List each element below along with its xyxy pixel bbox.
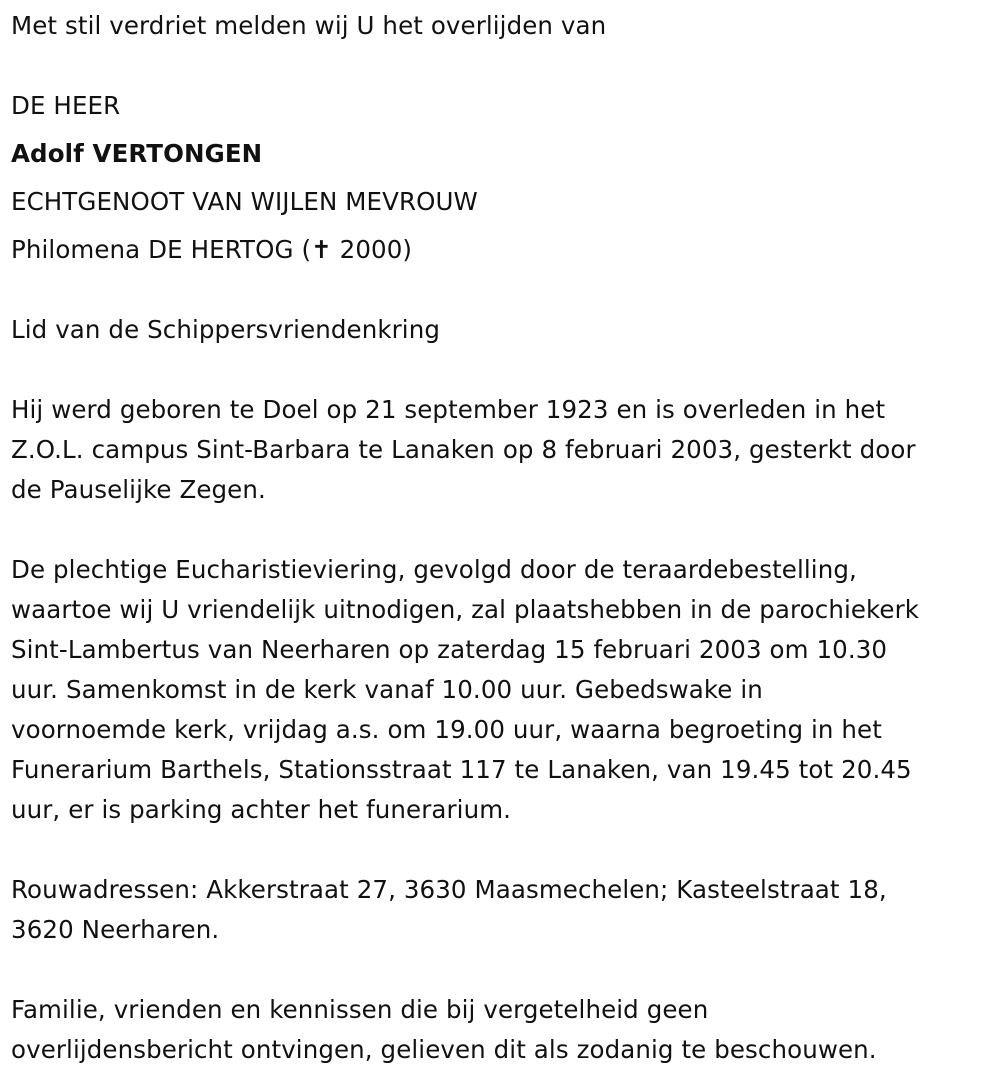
closing-line: Familie, vrienden en kennissen die bij vergetelheid geen (11, 995, 709, 1024)
address-line: Rouwadressen: Akkerstraat 27, 3630 Maasmechelen; Kasteelstraat 18, (11, 875, 887, 904)
birth-death-line: Z.O.L. campus Sint-Barbara te Lanaken op 8 februari 2003, gesterkt door (11, 435, 916, 464)
relation-text: ECHTGENOOT VAN WIJLEN MEVROUW (11, 187, 478, 216)
deceased-name: Adolf VERTONGEN (11, 139, 263, 168)
ceremony-line: Funerarium Barthels, Stationsstraat 117 te Lanaken, van 19.45 tot 20.45 (11, 755, 912, 784)
intro-text: Met stil verdriet melden wij U het overlijden van (11, 11, 607, 40)
ceremony-line: Sint-Lambertus van Neerharen op zaterdag 15 februari 2003 om 10.30 (11, 635, 888, 664)
membership-text: Lid van de Schippersvriendenkring (11, 315, 440, 344)
honorific: DE HEER (11, 91, 121, 120)
birth-death-line: de Pauselijke Zegen. (11, 475, 266, 504)
ceremony-line: uur. Samenkomst in de kerk vanaf 10.00 uur. Gebedswake in (11, 675, 763, 704)
spouse-name: Philomena DE HERTOG (✝ 2000) (11, 235, 413, 264)
address-line: 3620 Neerharen. (11, 915, 220, 944)
ceremony-line: waartoe wij U vriendelijk uitnodigen, zal plaatshebben in de parochiekerk (11, 595, 920, 624)
ceremony-line: uur, er is parking achter het funerarium. (11, 795, 512, 824)
birth-death-line: Hij werd geboren te Doel op 21 september 1923 en is overleden in het (11, 395, 886, 424)
closing-line: overlijdensbericht ontvingen, gelieven dit als zodanig te beschouwen. (11, 1035, 877, 1064)
ceremony-line: voornoemde kerk, vrijdag a.s. om 19.00 uur, waarna begroeting in het (11, 715, 882, 744)
ceremony-line: De plechtige Eucharistieviering, gevolgd door de teraardebestelling, (11, 555, 857, 584)
